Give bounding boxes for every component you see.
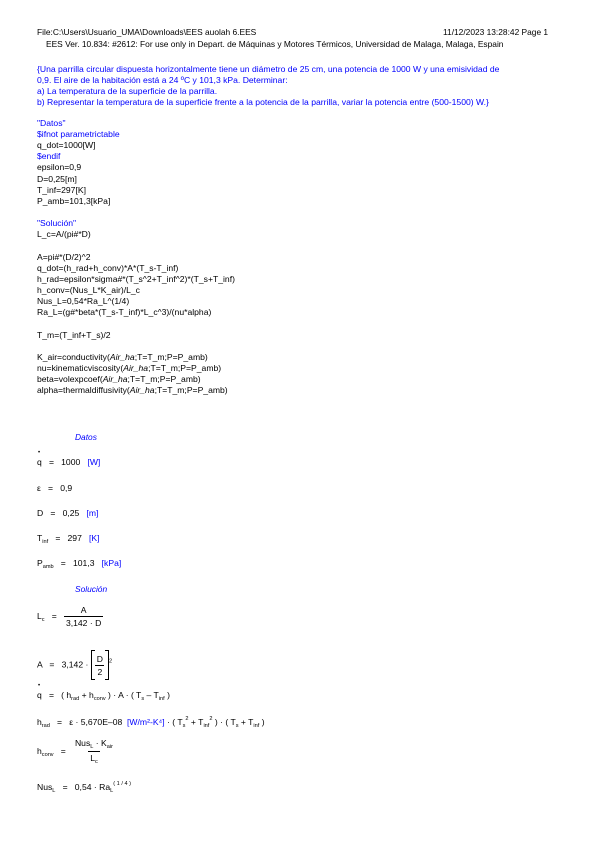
code-beta: beta=volexpcoef(Air_ha;T=T_m;P=P_amb) [37,374,201,384]
eq-q-dot: • q = 1000 [W] [37,457,100,467]
code-h-rad: h_rad=epsilon*sigma#*(T_s^2+T_inf^2)*(T_s+T_inf) [37,274,235,284]
version-line: EES Ver. 10.834: #2612: For use only in Depart. de Máquinas y Motores Térmicos, Universidad de Malaga, Malaga, Espain [46,39,504,49]
problem-line-4: b) Representar la temperatura de la superficie frente a la potencia de la parrilla, variar la potencia entre (500-1500) W.} [37,97,489,107]
eq-a: A = 3,142 · $\frac{D}{2}$ $^2$ [37,650,112,680]
eq-d: D = 0,25 [m] [37,508,99,518]
code-epsilon: epsilon=0,9 [37,162,82,172]
eq-epsilon: ε = 0,9 [37,483,73,493]
code-a: A=pi#*(D/2)^2 [37,252,91,262]
datos-section-title: Datos [75,432,97,442]
code-t-m: T_m=(T_inf+T_s)/2 [37,330,111,340]
solucion-comment: "Solución" [37,218,77,228]
code-t-inf: T_inf=297[K] [37,185,86,195]
eq-q-balance: • q = ( $h_{rad} + h_{conv}$ ) · A · ( $T_s - T_{inf}$ ) [37,690,170,702]
code-ra-l: Ra_L=(g#*beta*(T_s-T_inf)*L_c^3)/(nu*alpha) [37,307,212,317]
code-l-c: L_c=A/(pi#*D) [37,229,91,239]
ifnot-directive: $ifnot parametrictable [37,129,120,139]
eq-h-rad: $h_{rad} = \varepsilon \cdot 5,670E-08$ [W/m²-K⁴] · ( $T_s^2 + T_{inf}^2$ ) · ( $T_s + T_{inf}$ ) [37,716,265,729]
code-nus-l: Nus_L=0,54*Ra_L^(1/4) [37,296,130,306]
code-q-eq: q_dot=(h_rad+h_conv)*A*(T_s-T_inf) [37,263,179,273]
code-k-air: K_air=conductivity(Air_ha;T=T_m;P=P_amb) [37,352,208,362]
datos-comment: "Datos" [37,118,66,128]
code-alpha: alpha=thermaldiffusivity(Air_ha;T=T_m;P=P_amb) [37,385,228,395]
code-q-dot: q_dot=1000[W] [37,140,96,150]
file-path: File:C:\Users\Usuario_UMA\Downloads\EES auolah 6.EES [37,27,257,37]
problem-line-3: a) La temperatura de la superficie de la parrilla. [37,86,218,96]
eq-nus-l: $Nus_L = 0,54 \cdot Ra_L^{( 1 / 4 )}$ [37,781,131,794]
solucion-section-title: Solución [75,584,108,594]
code-p-amb: P_amb=101,3[kPa] [37,196,111,206]
code-h-conv: h_conv=(Nus_L*K_air)/L_c [37,285,140,295]
endif-directive: $endif [37,151,61,161]
problem-line-1: {Una parrilla circular dispuesta horizontalmente tiene un diámetro de 25 cm, una potencia de 1000 W y una emisividad de [37,64,500,74]
code-d: D=0,25[m] [37,174,77,184]
datetime-page: 11/12/2023 13:28:42 Page 1 [443,27,549,37]
eq-t-inf: $T_{inf} = 297$ [K] [37,533,100,545]
eq-h-conv: $h_{conv}$ = $\frac{Nus_L \cdot K_{air}}{L_c}$ [37,738,113,765]
eq-l-c: $L_c$ = $\frac{A}{3,142 \cdot D}$ [37,605,102,628]
eq-p-amb: $P_{amb} = 101,3$ [kPa] [37,558,122,570]
code-nu: nu=kinematicviscosity(Air_ha;T=T_m;P=P_amb) [37,363,222,373]
problem-line-2: 0,9. El aire de la habitación está a 24 ºC y 101,3 kPa. Determinar: [37,75,288,85]
